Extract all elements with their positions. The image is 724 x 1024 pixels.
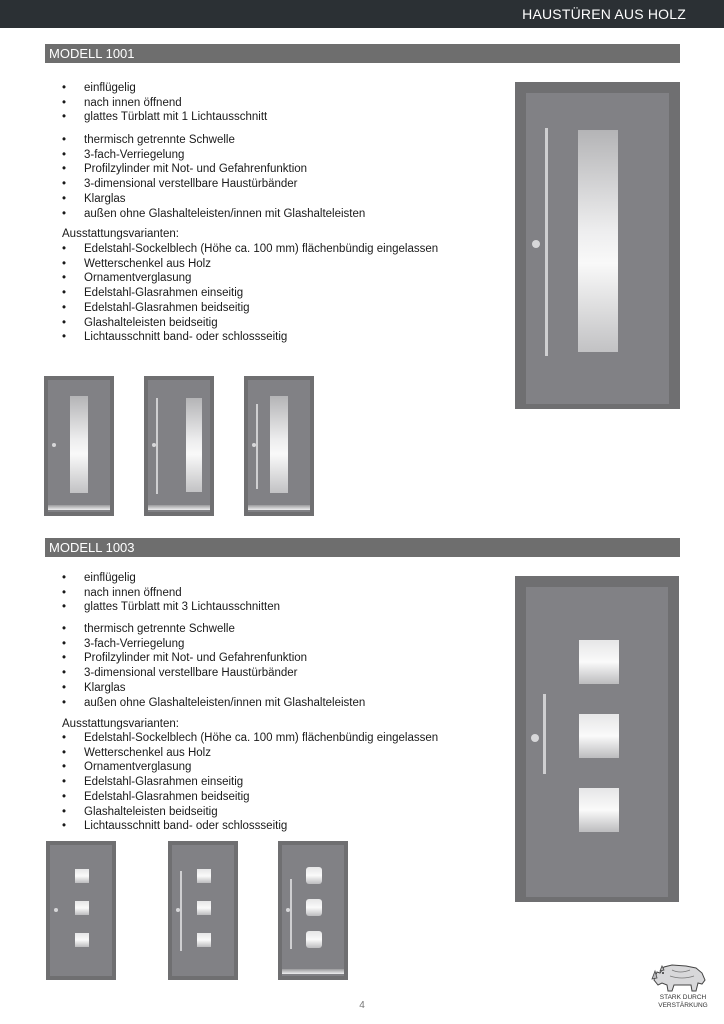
feature-list-technical: [62, 622, 365, 710]
brand-line-2: VERSTÄRKUNG: [658, 1002, 708, 1009]
door-handle: [156, 398, 158, 494]
glass-pane: [270, 396, 288, 493]
glass-pane: [306, 899, 322, 916]
list-item: • Ornamentverglasung: [62, 271, 438, 286]
variants-list: [62, 242, 438, 345]
section-title: MODELL 1003: [49, 540, 135, 555]
list-item: • Klarglas: [62, 192, 365, 207]
list-item: • thermisch getrennte Schwelle: [62, 622, 365, 637]
feature-list-basic: [62, 571, 280, 615]
lock-cylinder: [52, 443, 56, 447]
list-item: • 3-dimensional verstellbare Haustürbänder: [62, 177, 365, 192]
glass-pane: [578, 130, 618, 352]
list-item: • Wetterschenkel aus Holz: [62, 257, 438, 272]
glass-pane: [75, 933, 89, 947]
list-item: • außen ohne Glashalteleisten/innen mit Glashalteleisten: [62, 696, 365, 711]
list-item: • Klarglas: [62, 681, 365, 696]
brand-slogan: [652, 994, 714, 1010]
door-handle: [180, 871, 182, 951]
glass-pane: [197, 901, 211, 915]
door-handle: [543, 694, 546, 774]
header-title: HAUSTÜREN AUS HOLZ: [522, 6, 686, 22]
glass-pane: [579, 714, 619, 758]
page-number: 4: [359, 1000, 365, 1011]
variants-list: [62, 731, 438, 834]
list-item: • nach innen öffnend: [62, 586, 280, 601]
list-item: • Lichtausschnitt band- oder schlossseitig: [62, 330, 438, 345]
list-item: • glattes Türblatt mit 1 Lichtausschnitt: [62, 110, 267, 125]
list-item: • Wetterschenkel aus Holz: [62, 746, 438, 761]
list-item: • Edelstahl-Sockelblech (Höhe ca. 100 mm) flächenbündig eingelassen: [62, 242, 438, 257]
feature-list-basic: [62, 81, 267, 125]
list-item: • Edelstahl-Glasrahmen einseitig: [62, 775, 438, 790]
list-item: • 3-dimensional verstellbare Haustürbänder: [62, 666, 365, 681]
list-item: • einflügelig: [62, 571, 280, 586]
feature-list-technical: [62, 133, 365, 221]
list-item: • Ornamentverglasung: [62, 760, 438, 775]
list-item: • thermisch getrennte Schwelle: [62, 133, 365, 148]
section-bar-modell-1003: [45, 538, 680, 557]
glass-pane: [306, 931, 322, 948]
lock-cylinder: [531, 734, 539, 742]
door-image-main: [515, 576, 679, 902]
list-item: • Glashalteleisten beidseitig: [62, 805, 438, 820]
list-item: • glattes Türblatt mit 3 Lichtausschnitten: [62, 600, 280, 615]
lock-cylinder: [252, 443, 256, 447]
kick-plate: [48, 505, 110, 510]
section-bar-modell-1001: [45, 44, 680, 63]
glass-pane: [75, 869, 89, 883]
list-item: • 3-fach-Verriegelung: [62, 148, 365, 163]
list-item: • 3-fach-Verriegelung: [62, 637, 365, 652]
door-variant-thumbnail: [46, 841, 116, 980]
list-item: • Profilzylinder mit Not- und Gefahrenfunktion: [62, 162, 365, 177]
section-title: MODELL 1001: [49, 46, 135, 61]
lock-cylinder: [176, 908, 180, 912]
rhino-icon: [650, 958, 710, 999]
glass-pane: [306, 867, 322, 884]
door-image-main: [515, 82, 680, 409]
glass-pane: [70, 396, 88, 493]
list-item: • einflügelig: [62, 81, 267, 96]
list-item: • nach innen öffnend: [62, 96, 267, 111]
list-item: • Glashalteleisten beidseitig: [62, 316, 438, 331]
door-handle: [545, 128, 548, 356]
brand-line-1: STARK DURCH: [659, 994, 707, 1001]
glass-pane: [197, 869, 211, 883]
door-variant-thumbnail: [144, 376, 214, 516]
header-bar: [0, 0, 724, 28]
door-handle: [256, 404, 258, 489]
list-item: • Edelstahl-Glasrahmen beidseitig: [62, 301, 438, 316]
glass-pane: [197, 933, 211, 947]
door-variant-thumbnail: [244, 376, 314, 516]
door-variant-thumbnail: [168, 841, 238, 980]
lock-cylinder: [532, 240, 540, 248]
glass-pane: [186, 398, 202, 492]
door-variant-thumbnail: [44, 376, 114, 516]
glass-pane: [579, 788, 619, 832]
lock-cylinder: [152, 443, 156, 447]
list-item: • Lichtausschnitt band- oder schlossseitig: [62, 819, 438, 834]
variants-label: Ausstattungsvarianten:: [62, 228, 179, 240]
variants-label: Ausstattungsvarianten:: [62, 718, 179, 730]
list-item: • Edelstahl-Glasrahmen einseitig: [62, 286, 438, 301]
list-item: • außen ohne Glashalteleisten/innen mit Glashalteleisten: [62, 207, 365, 222]
door-variant-thumbnail: [278, 841, 348, 980]
lock-cylinder: [286, 908, 290, 912]
kick-plate: [282, 969, 344, 974]
list-item: • Profilzylinder mit Not- und Gefahrenfunktion: [62, 651, 365, 666]
glass-pane: [579, 640, 619, 684]
door-handle: [290, 879, 292, 949]
list-item: • Edelstahl-Sockelblech (Höhe ca. 100 mm) flächenbündig eingelassen: [62, 731, 438, 746]
kick-plate: [148, 505, 210, 510]
list-item: • Edelstahl-Glasrahmen beidseitig: [62, 790, 438, 805]
lock-cylinder: [54, 908, 58, 912]
glass-pane: [75, 901, 89, 915]
kick-plate: [248, 505, 310, 510]
